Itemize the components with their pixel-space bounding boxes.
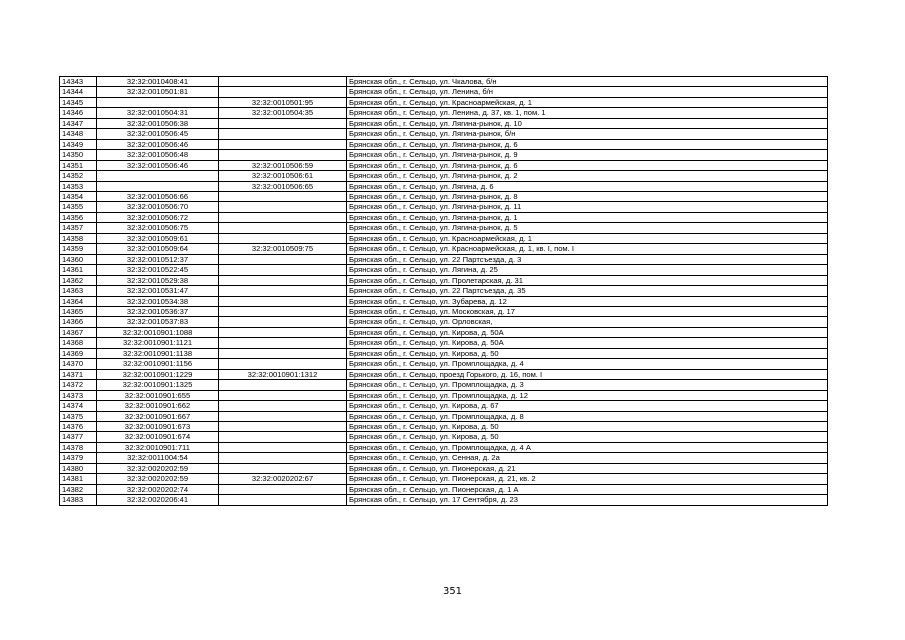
cadastral-number-cell	[97, 97, 219, 107]
property-registry-table	[59, 76, 828, 506]
row-number-cell: 14343	[60, 77, 97, 87]
address-cell: Брянская обл., г. Сельцо, проезд Горького, д. 16, пом. I	[347, 369, 828, 379]
cadastral-number-cell: 32:32:0010901:1121	[97, 338, 219, 348]
cadastral-number-cell: 32:32:0011004:54	[97, 453, 219, 463]
cadastral-number-cell: 32:32:0010506:66	[97, 191, 219, 201]
parent-cadastral-number-cell	[219, 338, 347, 348]
table-row	[60, 129, 828, 139]
parent-cadastral-number-cell	[219, 118, 347, 128]
address-cell: Брянская обл., г. Сельцо, ул. Кирова, д. 67	[347, 401, 828, 411]
table-row	[60, 348, 828, 358]
cadastral-number-cell: 32:32:0010509:61	[97, 233, 219, 243]
row-number-cell: 14354	[60, 191, 97, 201]
cadastral-number-cell: 32:32:0010901:711	[97, 442, 219, 452]
address-cell: Брянская обл., г. Сельцо, ул. Лягина-рынок, д. 9	[347, 150, 828, 160]
address-cell: Брянская обл., г. Сельцо, ул. Промплощадка, д. 8	[347, 411, 828, 421]
address-cell: Брянская обл., г. Сельцо, ул. Пролетарская, д. 31	[347, 275, 828, 285]
table-row	[60, 254, 828, 264]
table-row	[60, 401, 828, 411]
address-cell: Брянская обл., г. Сельцо, ул. Лягина-рынок, д. 2	[347, 171, 828, 181]
address-cell: Брянская обл., г. Сельцо, ул. Лягина-рынок, д. 11	[347, 202, 828, 212]
cadastral-number-cell: 32:32:0010901:1229	[97, 369, 219, 379]
row-number-cell: 14366	[60, 317, 97, 327]
parent-cadastral-number-cell	[219, 306, 347, 316]
cadastral-number-cell: 32:32:0020202:74	[97, 484, 219, 494]
parent-cadastral-number-cell	[219, 380, 347, 390]
table-row	[60, 317, 828, 327]
parent-cadastral-number-cell	[219, 223, 347, 233]
address-cell: Брянская обл., г. Сельцо, ул. Лягина-рынок, д. 5	[347, 223, 828, 233]
cadastral-number-cell: 32:32:0010506:48	[97, 150, 219, 160]
cadastral-number-cell: 32:32:0010506:38	[97, 118, 219, 128]
table-row	[60, 265, 828, 275]
parent-cadastral-number-cell	[219, 202, 347, 212]
address-cell: Брянская обл., г. Сельцо, ул. Орловская,	[347, 317, 828, 327]
parent-cadastral-number-cell: 32:32:0010901:1312	[219, 369, 347, 379]
row-number-cell: 14365	[60, 306, 97, 316]
table-row	[60, 286, 828, 296]
address-cell: Брянская обл., г. Сельцо, ул. Лягина, д. 6	[347, 181, 828, 191]
cadastral-number-cell: 32:32:0010901:674	[97, 432, 219, 442]
table-row	[60, 160, 828, 170]
cadastral-number-cell: 32:32:0010504:31	[97, 108, 219, 118]
cadastral-number-cell: 32:32:0010901:662	[97, 401, 219, 411]
parent-cadastral-number-cell	[219, 327, 347, 337]
cadastral-number-cell: 32:32:0010506:46	[97, 139, 219, 149]
cadastral-number-cell	[97, 181, 219, 191]
table-row	[60, 97, 828, 107]
address-cell: Брянская обл., г. Сельцо, ул. Промплощадка, д. 4	[347, 359, 828, 369]
parent-cadastral-number-cell	[219, 348, 347, 358]
table-row	[60, 77, 828, 87]
row-number-cell: 14347	[60, 118, 97, 128]
cadastral-number-cell: 32:32:0010901:667	[97, 411, 219, 421]
parent-cadastral-number-cell	[219, 191, 347, 201]
table-row	[60, 244, 828, 254]
row-number-cell: 14356	[60, 212, 97, 222]
address-cell: Брянская обл., г. Сельцо, ул. Промплощадка, д. 4 А	[347, 442, 828, 452]
row-number-cell: 14344	[60, 87, 97, 97]
cadastral-number-cell: 32:32:0010531:47	[97, 286, 219, 296]
table-row	[60, 150, 828, 160]
row-number-cell: 14372	[60, 380, 97, 390]
table-row	[60, 442, 828, 452]
parent-cadastral-number-cell	[219, 390, 347, 400]
cadastral-number-cell: 32:32:0010536:37	[97, 306, 219, 316]
cadastral-number-cell: 32:32:0010901:673	[97, 421, 219, 431]
cadastral-number-cell: 32:32:0020202:59	[97, 474, 219, 484]
address-cell: Брянская обл., г. Сельцо, ул. Сенная, д. 2а	[347, 453, 828, 463]
cadastral-number-cell: 32:32:0010512:37	[97, 254, 219, 264]
cadastral-number-cell: 32:32:0010506:46	[97, 160, 219, 170]
table-row	[60, 411, 828, 421]
address-cell: Брянская обл., г. Сельцо, ул. Пионерская, д. 21	[347, 463, 828, 473]
table-row	[60, 202, 828, 212]
table-row	[60, 191, 828, 201]
row-number-cell: 14379	[60, 453, 97, 463]
row-number-cell: 14370	[60, 359, 97, 369]
table-row	[60, 380, 828, 390]
row-number-cell: 14359	[60, 244, 97, 254]
row-number-cell: 14350	[60, 150, 97, 160]
parent-cadastral-number-cell	[219, 421, 347, 431]
parent-cadastral-number-cell	[219, 265, 347, 275]
parent-cadastral-number-cell: 32:32:0010504:35	[219, 108, 347, 118]
address-cell: Брянская обл., г. Сельцо, ул. Московская, д. 17	[347, 306, 828, 316]
cadastral-number-cell: 32:32:0010506:75	[97, 223, 219, 233]
cadastral-number-cell: 32:32:0020206:41	[97, 495, 219, 505]
address-cell: Брянская обл., г. Сельцо, ул. 17 Сентября, д. 23	[347, 495, 828, 505]
cadastral-number-cell: 32:32:0010901:1325	[97, 380, 219, 390]
parent-cadastral-number-cell	[219, 296, 347, 306]
address-cell: Брянская обл., г. Сельцо, ул. Кирова, д. 50	[347, 432, 828, 442]
address-cell: Брянская обл., г. Сельцо, ул. Лягина-рынок, д. 6	[347, 139, 828, 149]
address-cell: Брянская обл., г. Сельцо, ул. Лягина-рынок, д. 6	[347, 160, 828, 170]
address-cell: Брянская обл., г. Сельцо, ул. Лягина-рынок, д. 8	[347, 191, 828, 201]
address-cell: Брянская обл., г. Сельцо, ул. Кирова, д. 50	[347, 348, 828, 358]
parent-cadastral-number-cell	[219, 432, 347, 442]
parent-cadastral-number-cell	[219, 359, 347, 369]
cadastral-number-cell: 32:32:0010501:81	[97, 87, 219, 97]
table-row	[60, 87, 828, 97]
table-row	[60, 484, 828, 494]
row-number-cell: 14357	[60, 223, 97, 233]
row-number-cell: 14377	[60, 432, 97, 442]
address-cell: Брянская обл., г. Сельцо, ул. Промплощадка, д. 12	[347, 390, 828, 400]
parent-cadastral-number-cell: 32:32:0020202:67	[219, 474, 347, 484]
address-cell: Брянская обл., г. Сельцо, ул. Кирова, д. 50А	[347, 327, 828, 337]
cadastral-number-cell: 32:32:0020202:59	[97, 463, 219, 473]
table-row	[60, 327, 828, 337]
row-number-cell: 14360	[60, 254, 97, 264]
table-row	[60, 421, 828, 431]
page-number: 351	[442, 586, 463, 597]
parent-cadastral-number-cell: 32:32:0010509:75	[219, 244, 347, 254]
table-row	[60, 338, 828, 348]
table-row	[60, 212, 828, 222]
parent-cadastral-number-cell	[219, 495, 347, 505]
table-row	[60, 139, 828, 149]
address-cell: Брянская обл., г. Сельцо, ул. Красноармейская, д. 1, кв. I, пом. I	[347, 244, 828, 254]
row-number-cell: 14345	[60, 97, 97, 107]
address-cell: Брянская обл., г. Сельцо, ул. Ленина, б/н	[347, 87, 828, 97]
cadastral-number-cell: 32:32:0010901:1156	[97, 359, 219, 369]
cadastral-number-cell: 32:32:0010901:1138	[97, 348, 219, 358]
table-row	[60, 171, 828, 181]
cadastral-number-cell	[97, 171, 219, 181]
parent-cadastral-number-cell: 32:32:0010501:95	[219, 97, 347, 107]
row-number-cell: 14382	[60, 484, 97, 494]
parent-cadastral-number-cell: 32:32:0010506:65	[219, 181, 347, 191]
table-row	[60, 306, 828, 316]
parent-cadastral-number-cell	[219, 212, 347, 222]
address-cell: Брянская обл., г. Сельцо, ул. Лягина-рынок, д. 1	[347, 212, 828, 222]
row-number-cell: 14367	[60, 327, 97, 337]
table-row	[60, 390, 828, 400]
address-cell: Брянская обл., г. Сельцо, ул. Красноармейская, д. 1	[347, 233, 828, 243]
row-number-cell: 14371	[60, 369, 97, 379]
row-number-cell: 14358	[60, 233, 97, 243]
row-number-cell: 14348	[60, 129, 97, 139]
row-number-cell: 14353	[60, 181, 97, 191]
cadastral-number-cell: 32:32:0010901:1088	[97, 327, 219, 337]
row-number-cell: 14369	[60, 348, 97, 358]
parent-cadastral-number-cell	[219, 286, 347, 296]
cadastral-number-cell: 32:32:0010509:64	[97, 244, 219, 254]
table-row	[60, 463, 828, 473]
parent-cadastral-number-cell	[219, 77, 347, 87]
table-row	[60, 118, 828, 128]
row-number-cell: 14346	[60, 108, 97, 118]
row-number-cell: 14380	[60, 463, 97, 473]
parent-cadastral-number-cell	[219, 463, 347, 473]
address-cell: Брянская обл., г. Сельцо, ул. 22 Партсъезда, д. 3	[347, 254, 828, 264]
address-cell: Брянская обл., г. Сельцо, ул. Кирова, д. 50А	[347, 338, 828, 348]
row-number-cell: 14373	[60, 390, 97, 400]
row-number-cell: 14383	[60, 495, 97, 505]
parent-cadastral-number-cell	[219, 411, 347, 421]
row-number-cell: 14374	[60, 401, 97, 411]
parent-cadastral-number-cell	[219, 317, 347, 327]
row-number-cell: 14361	[60, 265, 97, 275]
cadastral-number-cell: 32:32:0010506:70	[97, 202, 219, 212]
parent-cadastral-number-cell	[219, 150, 347, 160]
address-cell: Брянская обл., г. Сельцо, ул. Чкалова, б/н	[347, 77, 828, 87]
parent-cadastral-number-cell	[219, 484, 347, 494]
address-cell: Брянская обл., г. Сельцо, ул. Кирова, д. 50	[347, 421, 828, 431]
row-number-cell: 14378	[60, 442, 97, 452]
row-number-cell: 14362	[60, 275, 97, 285]
cadastral-number-cell: 32:32:0010901:655	[97, 390, 219, 400]
address-cell: Брянская обл., г. Сельцо, ул. Красноармейская, д. 1	[347, 97, 828, 107]
table-row	[60, 233, 828, 243]
table-row	[60, 108, 828, 118]
row-number-cell: 14355	[60, 202, 97, 212]
parent-cadastral-number-cell	[219, 87, 347, 97]
row-number-cell: 14351	[60, 160, 97, 170]
address-cell: Брянская обл., г. Сельцо, ул. Пионерская, д. 21, кв. 2	[347, 474, 828, 484]
row-number-cell: 14376	[60, 421, 97, 431]
table-row	[60, 181, 828, 191]
cadastral-number-cell: 32:32:0010537:83	[97, 317, 219, 327]
cadastral-number-cell: 32:32:0010506:72	[97, 212, 219, 222]
row-number-cell: 14349	[60, 139, 97, 149]
table-row	[60, 474, 828, 484]
parent-cadastral-number-cell	[219, 442, 347, 452]
registry-table-body	[60, 77, 828, 506]
parent-cadastral-number-cell	[219, 129, 347, 139]
row-number-cell: 14363	[60, 286, 97, 296]
address-cell: Брянская обл., г. Сельцо, ул. 22 Партсъезда, д. 35	[347, 286, 828, 296]
parent-cadastral-number-cell	[219, 254, 347, 264]
address-cell: Брянская обл., г. Сельцо, ул. Пионерская, д. 1 А	[347, 484, 828, 494]
address-cell: Брянская обл., г. Сельцо, ул. Ленина, д. 37, кв. 1, пом. 1	[347, 108, 828, 118]
table-row	[60, 275, 828, 285]
parent-cadastral-number-cell: 32:32:0010506:61	[219, 171, 347, 181]
table-row	[60, 223, 828, 233]
address-cell: Брянская обл., г. Сельцо, ул. Зубарева, д. 12	[347, 296, 828, 306]
table-row	[60, 369, 828, 379]
table-row	[60, 453, 828, 463]
address-cell: Брянская обл., г. Сельцо, ул. Промплощадка, д. 3	[347, 380, 828, 390]
address-cell: Брянская обл., г. Сельцо, ул. Лягина-рынок, б/н	[347, 129, 828, 139]
cadastral-number-cell: 32:32:0010522:45	[97, 265, 219, 275]
table-row	[60, 296, 828, 306]
cadastral-number-cell: 32:32:0010506:45	[97, 129, 219, 139]
table-row	[60, 359, 828, 369]
table-row	[60, 495, 828, 505]
parent-cadastral-number-cell	[219, 233, 347, 243]
cadastral-number-cell: 32:32:0010408:41	[97, 77, 219, 87]
row-number-cell: 14368	[60, 338, 97, 348]
address-cell: Брянская обл., г. Сельцо, ул. Лягина, д. 25	[347, 265, 828, 275]
parent-cadastral-number-cell: 32:32:0010506:59	[219, 160, 347, 170]
row-number-cell: 14375	[60, 411, 97, 421]
row-number-cell: 14352	[60, 171, 97, 181]
parent-cadastral-number-cell	[219, 139, 347, 149]
cadastral-number-cell: 32:32:0010529:38	[97, 275, 219, 285]
row-number-cell: 14364	[60, 296, 97, 306]
table-row	[60, 432, 828, 442]
row-number-cell: 14381	[60, 474, 97, 484]
parent-cadastral-number-cell	[219, 453, 347, 463]
cadastral-number-cell: 32:32:0010534:38	[97, 296, 219, 306]
parent-cadastral-number-cell	[219, 275, 347, 285]
address-cell: Брянская обл., г. Сельцо, ул. Лягина-рынок, д. 10	[347, 118, 828, 128]
parent-cadastral-number-cell	[219, 401, 347, 411]
